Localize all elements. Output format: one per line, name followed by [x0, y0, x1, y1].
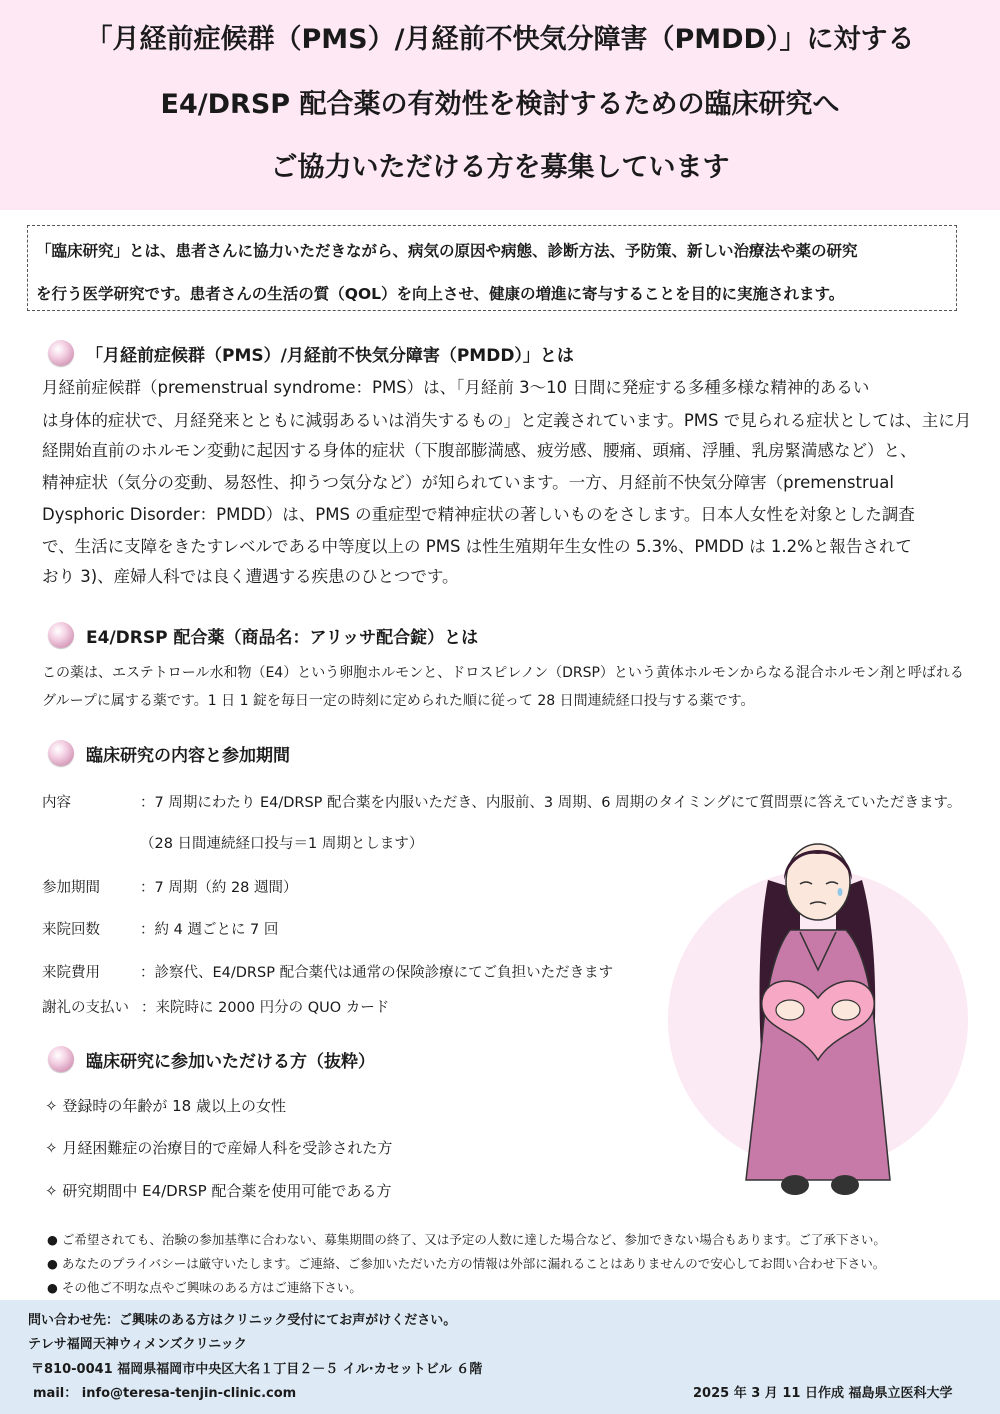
note-item: ● その他ご不明な点やご興味のある方はご連絡下さい。	[47, 1280, 362, 1295]
period-value: ：7 周期（約 28 週間）	[140, 880, 298, 896]
clinic-mail[interactable]: mail： info@teresa-tenjin-clinic.com	[33, 1386, 297, 1401]
drug-line-1: この薬は、エステトロール水和物（E4）という卵胞ホルモンと、ドロスピレノン（DRSP）という黄体ホルモンからなる混合ホルモン剤と呼ばれる	[42, 665, 964, 681]
shoe-icon	[781, 1175, 809, 1195]
title-line-2: E4/DRSP 配合薬の有効性を検討するための臨床研究へ	[160, 89, 840, 120]
cost-value: ：診察代、E4/DRSP 配合薬代は通常の保険診療にてご負担いただきます	[140, 965, 614, 981]
pms-line-2: は身体的症状で、月経発来とともに減弱あるいは消失するもの」と定義されています。PMS で見られる症状としては、主に月	[42, 411, 972, 430]
section-content-title	[48, 740, 290, 766]
section-eligibility-title	[48, 1046, 375, 1072]
intro-box	[27, 225, 957, 311]
reward-value: ：来院時に 2000 円分の QUO カード	[141, 1000, 390, 1016]
pms-line-5: Dysphoric Disorder：PMDD）は、PMS の重症型で精神症状の著しいものをさします。日本人女性を対象とした調査	[42, 505, 915, 524]
section-drug-title	[48, 622, 478, 648]
period-label: 参加期間	[42, 880, 100, 896]
intro-line-2: を行う医学研究です。患者さんの生活の質（QOL）を向上させ、健康の増進に寄与することを目的に実施されます。	[36, 285, 845, 303]
clinic-name: テレサ福岡天神ウィメンズクリニック	[28, 1337, 247, 1352]
note-item: ● あなたのプライバシーは厳守いたします。ご連絡、ご参加いただいた方の情報は外部に漏れることはありませんので安心してお問い合わせ下さい。	[47, 1256, 886, 1271]
pearl-bullet-icon	[48, 340, 74, 366]
eligibility-item: ✧ 研究期間中 E4/DRSP 配合薬を使用可能である方	[45, 1182, 392, 1200]
content-value-note: （28 日間連続経口投与＝1 周期とします）	[140, 836, 424, 852]
pearl-bullet-icon	[48, 622, 74, 648]
section-pms-title	[48, 340, 574, 366]
content-label: 内容	[42, 795, 71, 811]
created-note: 2025 年 3 月 11 日作成 福島県立医科大学	[693, 1386, 953, 1401]
reward-label: 謝礼の支払い	[42, 1000, 129, 1016]
cost-label: 来院費用	[42, 965, 100, 981]
contact-heading: 問い合わせ先：ご興味のある方はクリニック受付にてお声がけください。	[28, 1313, 457, 1328]
visits-label: 来院回数	[42, 922, 100, 938]
pms-line-4: 精神症状（気分の変動、易怒性、抑うつ気分など）が知られています。一方、月経前不快気分障害（premenstrual	[42, 473, 894, 492]
pearl-bullet-icon	[48, 1046, 74, 1072]
face-icon	[786, 844, 850, 920]
pms-line-6: で、生活に支障をきたすレベルである中等度以上の PMS は性生殖期年生女性の 5.3%、PMDD は 1.2%と報告されて	[42, 537, 912, 556]
drug-line-2: グループに属する薬です。1 日 1 錠を毎日一定の時刻に定められた順に従って 28 日間連続経口投与する薬です。	[42, 693, 755, 709]
hand-icon	[776, 1000, 804, 1020]
pms-line-3: 経開始直前のホルモン変動に起因する身体的症状（下腹部膨満感、疲労感、腰痛、頭痛、浮腫、乳房緊満感など）と、	[42, 441, 917, 460]
intro-line-1: 「臨床研究」とは、患者さんに協力いただきながら、病気の原因や病態、診断方法、予防策、新しい治療法や薬の研究	[36, 242, 858, 260]
pms-line-1: 月経前症候群（premenstrual syndrome：PMS）は、「月経前 3～10 日間に発症する多種多様な精神的あるい	[42, 378, 870, 397]
tear-icon	[838, 888, 843, 896]
visits-value: ：約 4 週ごとに 7 回	[140, 922, 279, 938]
pearl-bullet-icon	[48, 740, 74, 766]
title-line-1: 「月経前症候群（PMS）/月経前不快気分障害（PMDD）」に対する	[85, 24, 915, 55]
title-line-3: ご協力いただける方を募集しています	[270, 152, 730, 183]
pms-line-7: おり 3)、産婦人科では良く遭遇する疾患のひとつです。	[42, 567, 459, 586]
section-content-title-text: 臨床研究の内容と参加期間	[86, 745, 290, 766]
section-pms-title-text: 「月経前症候群（PMS）/月経前不快気分障害（PMDD）」とは	[86, 345, 574, 366]
note-item: ● ご希望されても、治験の参加基準に合わない、募集期間の終了、又は予定の人数に達した場合など、参加できない場合もあります。ご了承下さい。	[47, 1232, 886, 1247]
footer-contact	[0, 1300, 1000, 1414]
eligibility-item: ✧ 月経困難症の治療目的で産婦人科を受診された方	[45, 1139, 393, 1157]
section-eligibility-title-text: 臨床研究に参加いただける方（抜粋）	[86, 1051, 375, 1072]
clinic-address: 〒810-0041 福岡県福岡市中央区大名１丁目２－５ イル·カセットビル ６階	[31, 1362, 483, 1377]
eligibility-item: ✧ 登録時の年齢が 18 歳以上の女性	[45, 1097, 286, 1115]
header-banner	[0, 0, 1000, 210]
section-drug-title-text: E4/DRSP 配合薬（商品名：アリッサ配合錠）とは	[86, 627, 479, 648]
woman-holding-heart-illustration	[650, 820, 980, 1210]
content-value: ：7 周期にわたり E4/DRSP 配合薬を内服いただき、内服前、3 周期、6 周期のタイミングにて質問票に答えていただきます。	[140, 795, 962, 811]
